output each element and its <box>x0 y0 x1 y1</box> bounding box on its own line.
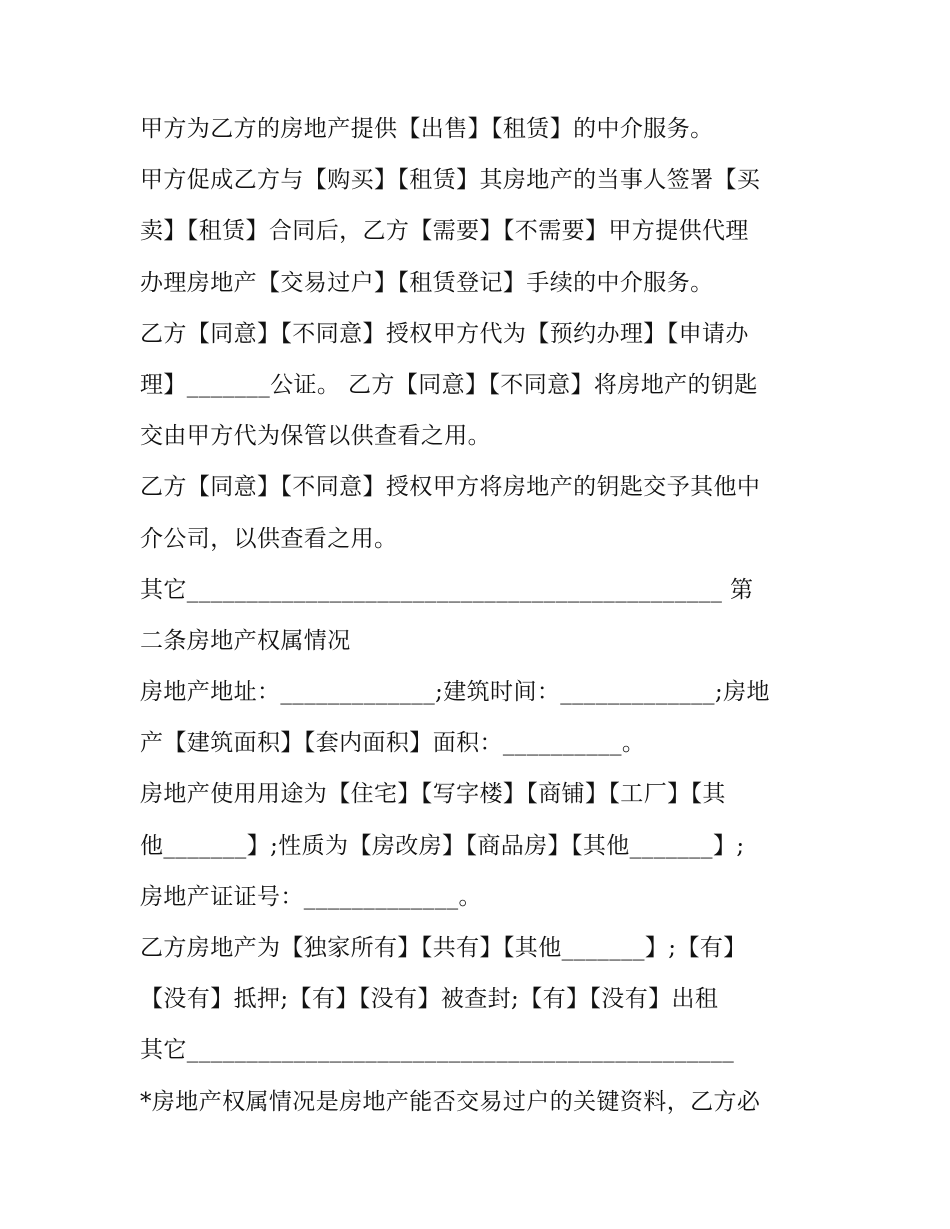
text-line: 其它_____________________________________________ 第 <box>140 576 754 603</box>
text-line: 房地产地址：_____________;建筑时间：_____________;房地 <box>140 679 770 706</box>
text-line: 甲方促成乙方与【购买】【租赁】其房地产的当事人签署【买 <box>140 167 761 194</box>
text-line: 乙方房地产为【独家所有】【共有】【其他_______】;【有】 <box>140 935 747 961</box>
text-line: 产【建筑面积】【套内面积】面积：__________。 <box>140 730 646 757</box>
text-line: 介公司，以供查看之用。 <box>140 525 398 552</box>
text-line: 甲方为乙方的房地产提供【出售】【租赁】的中介服务。 <box>140 116 714 142</box>
section-heading: 二条房地产权属情况 <box>140 627 351 654</box>
text-line: 办理房地产【交易过户】【租赁登记】手续的中介服务。 <box>140 269 714 296</box>
text-line: 乙方【同意】【不同意】授权甲方代为【预约办理】【申请办 <box>140 320 749 347</box>
text-line: 房地产使用用途为【住宅】【写字楼】【商铺】【工厂】【其 <box>140 781 726 808</box>
text-line: 乙方【同意】【不同意】授权甲方将房地产的钥匙交予其他中 <box>140 474 761 501</box>
text-line: 理】_______公证。 乙方【同意】【不同意】将房地产的钥匙 <box>140 371 758 398</box>
text-line: *房地产权属情况是房地产能否交易过户的关键资料，乙方必 <box>140 1088 761 1115</box>
document-page <box>140 104 812 1128</box>
text-line: 他_______】;性质为【房改房】【商品房】【其他_______】; <box>140 832 745 859</box>
text-line: 交由甲方代为保管以供查看之用。 <box>140 423 491 450</box>
text-line: 卖】【租赁】合同后，乙方【需要】【不需要】甲方提供代理 <box>140 218 749 245</box>
text-line: 其它______________________________________________ <box>140 1037 735 1064</box>
text-line: 【没有】抵押;【有】【没有】被查封;【有】【没有】出租 <box>140 986 719 1013</box>
text-line: 房地产证证号：_____________。 <box>140 883 482 910</box>
